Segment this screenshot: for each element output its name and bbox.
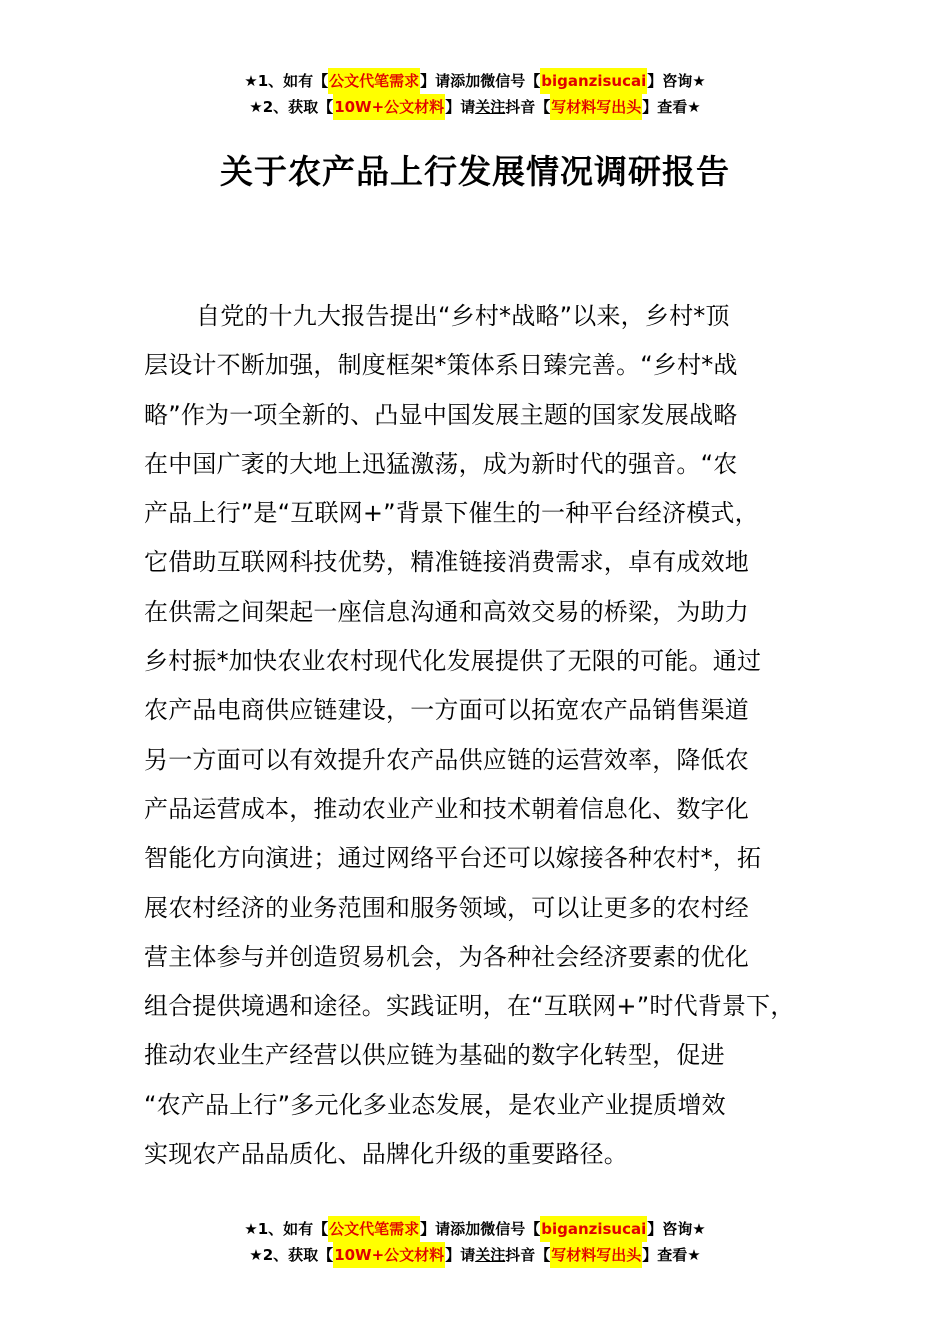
- body-paragraph: [144, 292, 808, 1179]
- banner-text: 加: [465, 72, 481, 90]
- header-banner: [0, 68, 950, 120]
- paragraph-line: 组合提供境遇和途径。实践证明，在“互联网+”时代背景下，: [144, 992, 795, 1021]
- banner-text: 】咨询★: [647, 1220, 706, 1238]
- banner-text: 抖音【: [505, 1246, 551, 1264]
- paragraph-line: 产品上行”是“互联网+”背景下催生的一种平台经济模式，: [144, 499, 759, 528]
- banner-highlight: 写材料写出头: [550, 1242, 642, 1268]
- paragraph-line: 农产品电商供应链建设，一方面可以拓宽农产品销售渠道: [144, 696, 749, 725]
- banner-text: 抖音【: [505, 98, 551, 116]
- paragraph-line: 在中国广袤的大地上迅猛激荡，成为新时代的强音。“农: [144, 449, 738, 478]
- banner-text: 】咨询★: [647, 72, 706, 90]
- banner-text: ★2、获取【: [249, 1246, 334, 1264]
- paragraph-line: 乡村振*加快农业农村现代化发展提供了无限的可能。通过: [144, 647, 762, 676]
- banner-text: 】请添: [420, 1220, 466, 1238]
- banner-highlight: 10W+公文材料: [333, 94, 445, 120]
- document-title: 关于农产品上行发展情况调研报告: [220, 152, 730, 191]
- banner-text: 微信号【: [480, 1220, 541, 1238]
- paragraph-line: “农产品上行”多元化多业态发展，是农业产业提质增效: [144, 1090, 726, 1119]
- banner-highlight: 10W+公文材料: [333, 1242, 445, 1268]
- banner-line-1: [0, 68, 950, 94]
- banner-text: ★2、获取【: [249, 98, 334, 116]
- banner-highlight: 写材料写出头: [550, 94, 642, 120]
- paragraph-line: 层设计不断加强，制度框架*策体系日臻完善。“乡村*战: [144, 351, 738, 380]
- banner-text: 】查看★: [642, 1246, 701, 1264]
- banner-text: 】请: [445, 1246, 476, 1264]
- banner-text: 】查看★: [642, 98, 701, 116]
- banner-line-2: [0, 1242, 950, 1268]
- banner-text: 关注: [475, 1246, 506, 1264]
- banner-text: ★1、如有【: [244, 72, 329, 90]
- banner-text: 关注: [475, 98, 506, 116]
- paragraph-line: 营主体参与并创造贸易机会，为各种社会经济要素的优化: [144, 942, 749, 971]
- paragraph-line: 略”作为一项全新的、凸显中国发展主题的国家发展战略: [144, 400, 738, 429]
- paragraph-line: 产品运营成本，推动农业产业和技术朝着信息化、数字化: [144, 794, 749, 823]
- banner-highlight: biganzisucai: [540, 1216, 647, 1242]
- banner-line-1: [0, 1216, 950, 1242]
- paragraph-line: 在供需之间架起一座信息沟通和高效交易的桥梁，为助力: [144, 597, 749, 626]
- banner-text: 加: [465, 1220, 481, 1238]
- banner-text: 】请: [445, 98, 476, 116]
- banner-highlight: 公文代笔需求: [328, 68, 420, 94]
- paragraph-line: 智能化方向演进；通过网络平台还可以嫁接各种农村*，拓: [144, 844, 762, 873]
- footer-banner: [0, 1216, 950, 1268]
- banner-text: ★1、如有【: [244, 1220, 329, 1238]
- paragraph-line: 展农村经济的业务范围和服务领域，可以让更多的农村经: [144, 893, 749, 922]
- banner-text: 】请添: [420, 72, 466, 90]
- banner-highlight: biganzisucai: [540, 68, 647, 94]
- paragraph-line: 它借助互联网科技优势，精准链接消费需求，卓有成效地: [144, 548, 749, 577]
- banner-text: 微信号【: [480, 72, 541, 90]
- banner-line-2: [0, 94, 950, 120]
- paragraph-line: 实现农产品品质化、品牌化升级的重要路径。: [144, 1140, 628, 1169]
- paragraph-line: 自党的十九大报告提出“乡村*战略”以来，乡村*顶: [196, 302, 730, 330]
- banner-highlight: 公文代笔需求: [328, 1216, 420, 1242]
- paragraph-line: 推动农业生产经营以供应链为基础的数字化转型，促进: [144, 1041, 725, 1070]
- paragraph-line: 另一方面可以有效提升农产品供应链的运营效率，降低农: [144, 745, 749, 774]
